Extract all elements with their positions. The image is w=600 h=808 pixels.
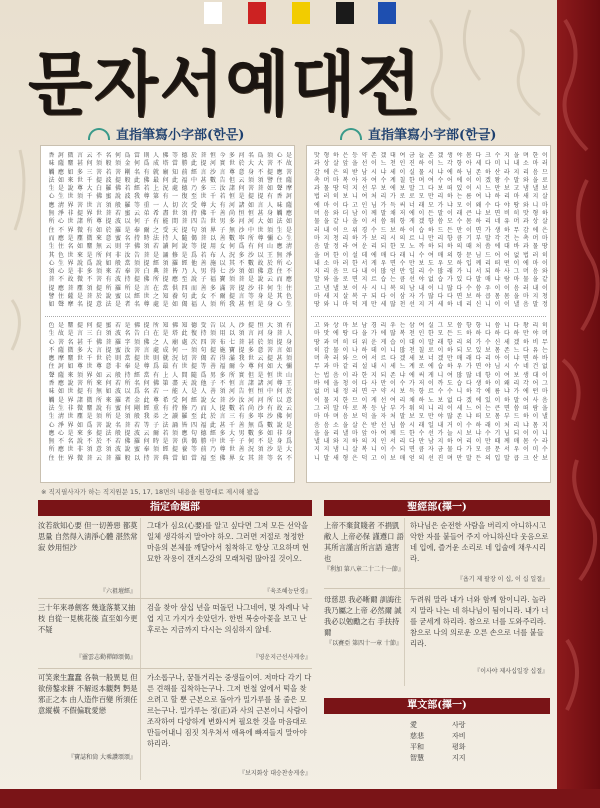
- manuscript-column: 提白佛言世尊如來無所說須菩提於意云: [96, 322, 102, 462]
- manuscript-column: 大身須菩提如恒河中所有沙數如是沙等: [267, 322, 273, 462]
- right-section-heading-text: 直指筆寫小字部(한글): [368, 128, 497, 143]
- manuscript-column: 須菩提譬如有人身如須彌山王於意云何是身: [267, 152, 273, 309]
- manuscript-column: 色生心不應住聲香味觸法生心應無所住: [48, 322, 55, 462]
- manuscript-column: 몸아님이이름이큰몸이기때문입니다수보리: [466, 152, 472, 309]
- manuscript-column: 名般若波羅蜜須菩提於意云何如來有所說法: [105, 152, 112, 309]
- manuscript-column: 今實言告汝若有善男子善女人以七寶滿爾所: [219, 152, 226, 309]
- scripture-row-2-hanja-text: 母慈思 我必晰爾 訓誨往 我乃屬之上帝 必然爾 誠 我必以勉勵之右 手扶持爾: [324, 595, 402, 637]
- footnote: ※ 직지필사자가 하는 직지원문 15, 17, 18면의 내용을 원형대로 제시해 봤음: [41, 488, 260, 496]
- manuscript-column: 受持四句偈等爲他人說而此福德勝前福: [200, 322, 207, 462]
- manuscript-column: 微塵如來說世界非世界是名世界是故菩薩摩: [67, 152, 74, 309]
- manuscript-column: 佛塔廟何況有人盡能受持讀誦須菩提當: [172, 322, 178, 462]
- panel-divider: [45, 316, 290, 317]
- manuscript-column: 리야비유하건대어떤사람이몸이수미산: [532, 322, 539, 462]
- manuscript-column: 수미산왕만하다면네생각에어떠하냐이몸이: [494, 152, 501, 309]
- manuscript-column: 며소리와냄새와맛과감촉과법에머물러마음: [523, 152, 529, 309]
- manuscript-column: 是故菩薩摩訶薩應如是生淸淨心不應住色生: [286, 152, 292, 309]
- manuscript-column: 존이시여다만모든항하만하여도수없이많거: [428, 152, 434, 309]
- manuscript-column: 心不應住聲香味觸法生心應無所住而生其心: [276, 152, 283, 309]
- manuscript-column: 塵是名微塵如來說世界非世界是名世界: [67, 322, 74, 462]
- scripture-row-2-hanja-source: 『以賽亞 第四十一章 十節』: [326, 640, 402, 647]
- manuscript-column: 提白佛言世尊當何名此經我等云何奉持: [143, 322, 150, 462]
- scripture-row-2-korean-source: 『이사야 제사십일장 십절』: [474, 668, 548, 675]
- scripture-row-2-korean: [410, 594, 550, 674]
- manuscript-column: 약선남자선여인이이경가운데서내지사구게: [361, 152, 368, 309]
- designated-row-separator: [38, 668, 312, 669]
- manuscript-column: 실한말로너에게이르노니만일선남자선: [428, 322, 434, 462]
- manuscript-column: 若波羅蜜則非般若波羅蜜是名般若波羅: [115, 322, 121, 462]
- emblem-icon: [88, 128, 110, 140]
- manuscript-column: 爲大不須菩提言甚大世尊何以故佛說非身是: [257, 152, 264, 309]
- manuscript-column: 니다세존이시여왜냐하면부처님께서말: [504, 322, 510, 462]
- bottom-red-band: [0, 789, 600, 808]
- designated-row-1-korean-text: 그대가 심요(心要)를 알고 싶다면 그저 모든 선악을 일체 생각하지 말아야 하오. 그러면 저절로 청정한 마음의 본체를 깨달아서 침착하고 항상 고요하며 현묘한 작용이 갠지스강의 모래처럼 많아질 것이오.: [147, 521, 309, 563]
- designated-header: 指定命題部: [38, 500, 312, 516]
- single-word-hanja: 慈悲: [410, 732, 424, 740]
- designated-row-1-korean-source: 『육조혜능단경』: [264, 588, 311, 595]
- manuscript-column: 云何三千大千世界所有微塵是爲多不須菩提: [86, 152, 93, 309]
- manuscript-column: 고마땅히머무는바없이그마음을낼지니: [314, 322, 320, 462]
- single-word-hanja: 智慧: [410, 754, 424, 762]
- hanmun-text-grid: [41, 146, 296, 484]
- manuscript-column: 겠느냐수보리가말씀드리되매우많습니다세: [380, 152, 387, 309]
- manuscript-column: 人成就最上第一希有之法若是經典所在之處: [153, 152, 159, 309]
- manuscript-column: 德復次須菩提隨說是經乃至四句偈等當: [191, 322, 197, 462]
- manuscript-column: 삼천대천세계에가득채워보시한다면얻: [409, 322, 415, 462]
- scripture-row-1-korean: [410, 520, 550, 583]
- single-word-hanja: 愛: [410, 721, 417, 729]
- manuscript-column: 是故菩薩摩訶薩應如是生淸淨心不應住: [58, 322, 64, 462]
- manuscript-column: 恒河沙數三千大千世界以用布施得福多不須: [210, 152, 216, 309]
- manuscript-column: 이러므로보살마하살은마땅히이와같이청정: [542, 152, 548, 309]
- hangul-manuscript-panel: [306, 145, 551, 483]
- color-mark-white: [204, 2, 222, 24]
- manuscript-column: 등을받아지니고남을위하여설한다면이복덕: [352, 152, 358, 309]
- color-mark-yellow: [292, 2, 310, 24]
- manuscript-column: 왕만하다면네생각에어떠하냐이몸이크: [523, 322, 529, 462]
- right-red-band: [557, 0, 600, 808]
- manuscript-column: 다하겠느냐수보리가말씀드리되매우큽: [513, 322, 520, 462]
- hanmun-manuscript-panel: [40, 145, 295, 483]
- manuscript-column: 우많습니다세존이시여부처님께서수보: [390, 322, 396, 462]
- red-band-calligraphy: [557, 0, 600, 808]
- single-word-korean: 자비: [452, 732, 466, 740]
- manuscript-column: 訶薩應如是生淸淨心不應住色生心不應住聲: [58, 152, 64, 309]
- manuscript-column: 마땅히이와같이청정한마음을낼지니형: [342, 322, 349, 462]
- manuscript-column: 여인이칠보로써저항하의모래수만큼의: [418, 322, 425, 462]
- designated-row-1-hanja-source: 『六祖壇經』: [99, 588, 136, 595]
- designated-row-2-korean-text: 검을 찾아 삼십 년을 떠돌던 나그네여, 몇 차례나 낙엽 지고 가지가 솟았던가. 한번 복숭아꽃을 보고 난 후로는 지금까지 다시는 의심하지 않네.: [147, 603, 309, 634]
- manuscript-column: 맛과감촉과법에머물러마음을내지말고마땅: [314, 152, 320, 309]
- manuscript-column: 겠느냐수보리가말씀드리되매우많습니다세: [437, 152, 444, 309]
- manuscript-column: 남을위하여설한다면이복덕은앞의복덕: [361, 322, 368, 462]
- manuscript-column: 等當知此處一切世間天人阿修羅皆應供養如: [172, 152, 178, 309]
- manuscript-column: 크다하겠느냐수보리가말씀드리되매우큽니: [485, 152, 491, 309]
- manuscript-column: 대천세계에가득채워보시한다면얻는복이많: [390, 152, 396, 309]
- manuscript-column: 보다더나으리라이러므로보살마하살은: [352, 322, 358, 462]
- single-word-korean: 사랑: [452, 721, 466, 729]
- designated-row-3-hanja: [38, 672, 138, 782]
- manuscript-column: 니다수보리야항하에있는모래수만큼의: [485, 322, 491, 462]
- emblem-icon: [340, 128, 362, 140]
- scripture-header: 聖經部(擇一): [324, 500, 550, 516]
- designated-row-3-korean-text: 가소롭구나, 꿈틀거리는 중생들이여. 저마다 각기 다른 견해를 집착하는구나. 그저 번철 옆에서 떡을 찾으려고 할 뿐 근본으로 돌아가 밀가루를 볼 줄은 모르는구나. 밀가루는 정(正)과 사의 근본이니 사람이 조작하여 다양하게 변화시켜 필요한 것을 마음대로 만들어내니 짐짓 치우쳐서 애욕에 빠져들지 말아야 하리라.: [147, 673, 312, 748]
- manuscript-column: 德勝前福德復次須菩提隨說是經乃至四句偈: [181, 152, 188, 309]
- manuscript-column: 경가운데서내지사구게등을받아지니고: [371, 322, 377, 462]
- manuscript-column: 을내지말고마땅히머무는바없이그마음을낼: [513, 152, 520, 309]
- manuscript-column: 提言甚多世尊須菩提諸微塵如來說非微: [77, 322, 83, 462]
- hangul-text-grid: [307, 146, 552, 484]
- manuscript-column: 상에머물러마음을내지말며소리와냄새: [333, 322, 339, 462]
- manuscript-column: 생각에어떠하냐이모든항하의모래가많다하: [447, 152, 453, 309]
- manuscript-column: 知是人成就最上第一希有之法若是經典: [162, 322, 169, 462]
- scripture-row-2-korean-text: 두려워 말라 내가 너와 함께 함이니라. 놀라지 말라 나는 네 하나님이 됨이니라. 내가 너를 굳세게 하리라. 참으로 너를 도와주리라. 참으로 나의 의로운 오른 손으로 너를 붙들리라.: [410, 595, 549, 648]
- manuscript-column: 한마음을낼지니형상에머물러마음을내지말: [532, 152, 539, 309]
- manuscript-column: 씀하신몸아님이이름이큰몸이기때문입: [494, 322, 501, 462]
- manuscript-column: 모든항하만하여도수없이많거늘하물며: [447, 322, 453, 462]
- single-header: 單文部(擇一): [324, 698, 550, 714]
- left-section-heading-text: 直指筆寫小字部(한문): [116, 128, 245, 143]
- manuscript-column: 告須菩提若善男子善女人於此經中乃至: [210, 322, 216, 462]
- scripture-row-1-hanja-source: 『利加 第八章二十二十一節』: [324, 566, 404, 573]
- manuscript-column: 名大身須菩提如恒河中所有沙數如是沙等恒: [248, 152, 254, 309]
- manuscript-column: 知此處一切世間天人阿修羅皆應供養如: [181, 322, 188, 462]
- manuscript-column: 佛塔廟何況有人盡能受持讀誦須菩提當知是: [162, 152, 169, 309]
- manuscript-column: 와맛과감촉과법에머물러마음을내지말: [323, 322, 330, 462]
- manuscript-column: 씀드리되매우많습니다세존이시여다만: [456, 322, 463, 462]
- designated-row-1-korean: [147, 520, 313, 600]
- scripture-divider: [404, 518, 405, 686]
- manuscript-column: 何三千大千世界所有微塵是爲多不須菩: [86, 322, 93, 462]
- designated-row-2-hanja-text: 三十年來尋劍客 幾逢落葉又抽枝 自從一見桃花後 直至如今更不疑: [38, 603, 138, 634]
- scripture-row-separator: [324, 588, 550, 589]
- manuscript-column: 리에게이르시되만약선남자선여인이이: [380, 322, 387, 462]
- manuscript-column: 형상에머물러마음을내지말며소리와냄새와: [323, 152, 330, 309]
- designated-row-2-hanja-source: 『靈雲志勤禪師頌偈』: [75, 654, 136, 661]
- manuscript-column: 以用布施得福多不須菩提言甚多世尊佛: [219, 322, 226, 462]
- manuscript-column: 지니라수보리야비유하건대어떤사람이몸이: [504, 152, 510, 309]
- designated-row-3-hanja-source: 『寶誌和尙 大乘讚頌頌』: [68, 754, 136, 761]
- color-mark-red: [248, 2, 266, 24]
- scripture-row-1-korean-source: 『욥기 제 팔장 이 십, 이 십 일절』: [456, 576, 548, 583]
- manuscript-column: 야항하에있는모래수만큼의항하가있다면네: [456, 152, 463, 309]
- manuscript-column: 於此經中乃至受持四句偈等爲他人說而此福: [191, 152, 197, 309]
- manuscript-column: 히머무는바없이그마음을낼지니라수보: [542, 322, 548, 462]
- manuscript-column: 여인이칠보로써저항하의모래수만큼의삼천: [399, 152, 406, 309]
- manuscript-column: 항하의모래가많다하겠느냐수보리가말: [466, 322, 472, 462]
- designated-divider: [140, 518, 141, 780]
- manuscript-column: 河於意云何是諸恒河沙寧爲多不須菩提言甚: [238, 152, 245, 309]
- manuscript-column: 沙須菩提我今實言告汝若有善男子善女: [238, 322, 245, 462]
- manuscript-column: 늘하물며그모래이겠습니까수보리야내가지: [418, 152, 425, 309]
- manuscript-column: 그모래이겠습니까수보리야내가지금진: [437, 322, 444, 462]
- right-section-heading: [340, 124, 496, 142]
- manuscript-column: 多世尊但諸恒河尚多無數何況其沙須菩提我: [229, 152, 235, 309]
- manuscript-column: 항하가있다면네생각에어떠하냐이모든: [475, 322, 482, 462]
- manuscript-column: 금진실한말로너에게이르노니만일선남자선: [409, 152, 415, 309]
- designated-row-3-korean: [147, 672, 313, 782]
- designated-row-3-hanja-text: 可笑衆生蠢蠢 各執一般異見 但欲傍鏊求餅 不解返本觀麪 麪是邪正之本 由人造作百變 所須任意縱橫 不假偏耽愛戀: [38, 673, 138, 715]
- panel-divider: [311, 316, 546, 317]
- manuscript-column: 菩提言甚多世尊佛告須菩提若善男子善女人: [200, 152, 207, 309]
- designated-row-separator: [38, 598, 312, 599]
- single-word-korean: 지지: [452, 754, 466, 762]
- scripture-row-1-korean-text: 하나님은 순전한 사람을 버리지 아니하시고 악한 자를 붙들어 주지 아니하신다 웃음으로 네 입에, 즐거운 소리로 네 입술에 채우시리라.: [410, 521, 549, 563]
- single-word-korean: 평화: [452, 743, 466, 751]
- color-mark-black: [336, 2, 354, 24]
- manuscript-column: 不須菩提白佛言世尊如來無所說須菩提於意: [96, 152, 102, 309]
- manuscript-column: 有人身如須彌山王於意云何是身爲大不: [286, 322, 292, 462]
- manuscript-column: 提言甚多世尊但諸恒河尚多無數何況其: [248, 322, 254, 462]
- left-section-heading: [88, 124, 244, 142]
- designated-row-2-korean: [147, 602, 313, 668]
- manuscript-column: 佛告須菩提是經名爲金剛般若波羅蜜以: [134, 322, 140, 462]
- manuscript-column: 則爲有佛若尊重弟子爾時須菩提白佛言世尊: [143, 152, 150, 309]
- manuscript-column: 當何名此經我等云何奉持佛告須菩提是經名: [134, 152, 140, 309]
- manuscript-column: 香味觸法生心應無所住而生其心須菩提譬如: [48, 152, 55, 309]
- single-word-hanja: 平和: [410, 743, 424, 751]
- manuscript-column: 人以七寶滿爾所恒河沙數三千大千世界: [229, 322, 235, 462]
- manuscript-column: 蜜須菩提於意云何如來有所說法不須菩: [105, 322, 112, 462]
- manuscript-column: 다세존이시여왜냐하면부처님께서말씀하신: [475, 152, 482, 309]
- manuscript-column: 言甚多世尊須菩提諸微塵如來說非微塵是名: [77, 152, 83, 309]
- manuscript-column: 所在之處則爲有佛若尊重弟子爾時須菩: [153, 322, 159, 462]
- designated-row-1-hanja: [38, 520, 138, 600]
- manuscript-column: 존이시여부처님께서수보리에게이르시되만: [371, 152, 377, 309]
- manuscript-column: 하살은마땅히이와같이청정한마음을낼지니: [333, 152, 339, 309]
- designated-row-2-hanja: [38, 602, 138, 668]
- designated-row-3-korean-source: 『보지화상 대승찬송게송』: [239, 770, 311, 777]
- manuscript-column: 은앞의복덕보다더나으리라이러므로보살마: [342, 152, 349, 309]
- color-mark-blue: [378, 2, 396, 24]
- manuscript-column: 恒河於意云何是諸恒河沙寧爲多不須菩: [257, 322, 264, 462]
- designated-row-2-korean-source: 『영운지근선사게송』: [252, 654, 311, 661]
- manuscript-column: 是名字汝當奉持所以者何須菩提佛說般: [124, 322, 131, 462]
- manuscript-column: 須菩提言甚大世尊何以故佛說非身是名: [276, 322, 283, 462]
- scripture-row-1-hanja: [324, 520, 404, 580]
- page-title: 문자서예대전: [28, 43, 423, 125]
- manuscript-column: 爲金剛般若波羅蜜以是名字汝當奉持所以者: [124, 152, 131, 309]
- scripture-row-1-hanja-text: 上帝不棄貧賤者 不捐凱敝人 上帝必保 謹遵口 語其所言謹言所言語 遠害也: [324, 521, 404, 563]
- manuscript-column: 는복이많겠느냐수보리가말씀드리되매: [399, 322, 406, 462]
- designated-row-1-hanja-text: 汝若欲知心要 但一切善惡 都莫思量 自然得入淸淨心體 湛然常寂 妙用恒沙: [38, 521, 138, 552]
- scripture-row-2-hanja: [324, 594, 404, 664]
- manuscript-column: 何須菩提佛說般若波羅蜜則非般若波羅蜜是: [115, 152, 121, 309]
